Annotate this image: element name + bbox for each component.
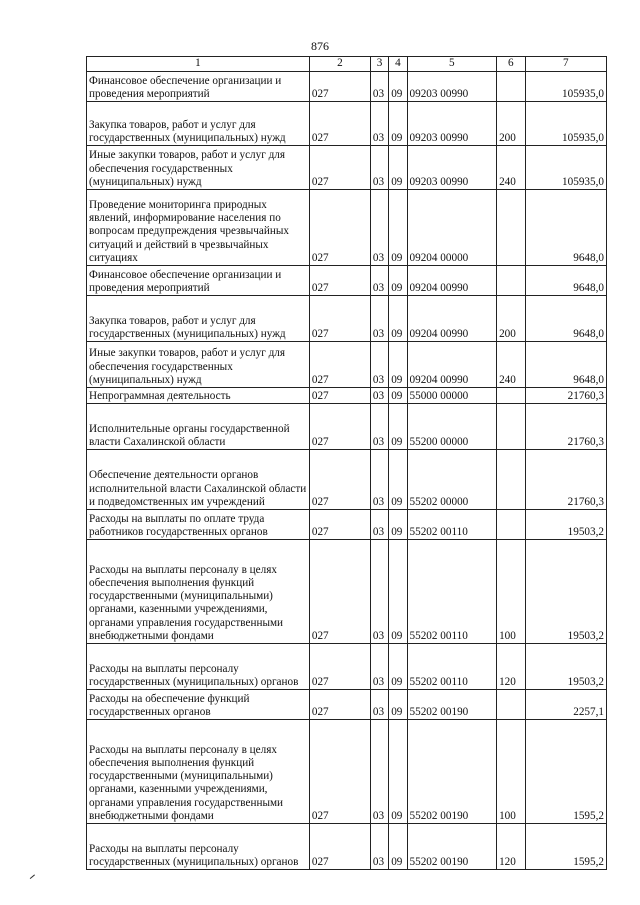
row-subsection: 09 xyxy=(389,510,407,540)
row-target-article: 09204 00990 xyxy=(407,266,497,296)
table-row xyxy=(87,388,607,404)
row-section: 03 xyxy=(370,266,388,296)
table-body xyxy=(87,72,607,870)
row-ministry-code: 027 xyxy=(309,720,370,824)
row-amount: 19503,2 xyxy=(525,540,606,644)
table-row xyxy=(87,720,607,824)
row-section: 03 xyxy=(370,342,388,388)
row-description: Закупка товаров, работ и услуг для государственных (муниципальных) нужд xyxy=(87,296,310,342)
row-amount: 105935,0 xyxy=(525,72,606,102)
row-section: 03 xyxy=(370,404,388,450)
row-amount: 9648,0 xyxy=(525,342,606,388)
row-target-article: 09204 00000 xyxy=(407,190,497,266)
column-header: 5 xyxy=(407,57,497,72)
row-expense-type xyxy=(497,510,525,540)
row-section: 03 xyxy=(370,72,388,102)
row-subsection: 09 xyxy=(389,342,407,388)
row-target-article: 09203 00990 xyxy=(407,72,497,102)
row-description: Исполнительные органы государственной власти Сахалинской области xyxy=(87,404,310,450)
row-section: 03 xyxy=(370,296,388,342)
row-section: 03 xyxy=(370,450,388,510)
row-expense-type: 120 xyxy=(497,644,525,690)
row-section: 03 xyxy=(370,190,388,266)
row-description: Обеспечение деятельности органов исполнительной власти Сахалинской области и подведомственных им учреждений xyxy=(87,450,310,510)
row-amount: 105935,0 xyxy=(525,102,606,146)
row-amount: 9648,0 xyxy=(525,296,606,342)
column-header: 1 xyxy=(87,57,310,72)
row-description: Расходы на выплаты по оплате труда работников государственных органов xyxy=(87,510,310,540)
row-subsection: 09 xyxy=(389,146,407,190)
row-amount: 19503,2 xyxy=(525,510,606,540)
row-ministry-code: 027 xyxy=(309,450,370,510)
column-header: 2 xyxy=(309,57,370,72)
row-target-article: 55202 00110 xyxy=(407,644,497,690)
table-row xyxy=(87,450,607,510)
row-subsection: 09 xyxy=(389,404,407,450)
row-expense-type xyxy=(497,450,525,510)
column-header: 7 xyxy=(525,57,606,72)
row-ministry-code: 027 xyxy=(309,510,370,540)
row-description: Закупка товаров, работ и услуг для государственных (муниципальных) нужд xyxy=(87,102,310,146)
row-target-article: 55202 00190 xyxy=(407,720,497,824)
row-expense-type: 240 xyxy=(497,342,525,388)
row-target-article: 55202 00190 xyxy=(407,824,497,870)
row-description: Расходы на выплаты персоналу государственных (муниципальных) органов xyxy=(87,824,310,870)
row-section: 03 xyxy=(370,824,388,870)
row-target-article: 09203 00990 xyxy=(407,146,497,190)
row-amount: 9648,0 xyxy=(525,190,606,266)
table-row xyxy=(87,72,607,102)
row-expense-type xyxy=(497,388,525,404)
row-target-article: 55202 00190 xyxy=(407,690,497,720)
row-subsection: 09 xyxy=(389,388,407,404)
row-target-article: 55202 00110 xyxy=(407,510,497,540)
row-subsection: 09 xyxy=(389,644,407,690)
row-subsection: 09 xyxy=(389,296,407,342)
row-expense-type xyxy=(497,404,525,450)
row-description: Расходы на выплаты персоналу в целях обеспечения выполнения функций государственными (муниципальными) органами, казенными учреждениями, органами управления государственными внебюджетными фондами xyxy=(87,540,310,644)
budget-table xyxy=(86,56,607,870)
row-target-article: 55000 00000 xyxy=(407,388,497,404)
row-amount: 21760,3 xyxy=(525,388,606,404)
row-section: 03 xyxy=(370,540,388,644)
margin-mark xyxy=(30,874,37,880)
page-number: 876 xyxy=(311,39,329,53)
row-ministry-code: 027 xyxy=(309,342,370,388)
row-description: Расходы на выплаты персоналу в целях обеспечения выполнения функций государственными (муниципальными) органами, казенными учреждениями, органами управления государственными внебюджетными фондами xyxy=(87,720,310,824)
row-expense-type xyxy=(497,190,525,266)
row-amount: 105935,0 xyxy=(525,146,606,190)
table-row xyxy=(87,296,607,342)
row-subsection: 09 xyxy=(389,102,407,146)
row-ministry-code: 027 xyxy=(309,644,370,690)
row-section: 03 xyxy=(370,102,388,146)
row-description: Расходы на обеспечение функций государственных органов xyxy=(87,690,310,720)
row-description: Иные закупки товаров, работ и услуг для обеспечения государственных (муниципальных) нужд xyxy=(87,146,310,190)
row-amount: 1595,2 xyxy=(525,720,606,824)
column-header: 3 xyxy=(370,57,388,72)
row-amount: 1595,2 xyxy=(525,824,606,870)
row-subsection: 09 xyxy=(389,690,407,720)
row-section: 03 xyxy=(370,388,388,404)
row-target-article: 09204 00990 xyxy=(407,342,497,388)
row-target-article: 09203 00990 xyxy=(407,102,497,146)
row-ministry-code: 027 xyxy=(309,72,370,102)
table-row xyxy=(87,824,607,870)
row-amount: 9648,0 xyxy=(525,266,606,296)
row-section: 03 xyxy=(370,644,388,690)
row-ministry-code: 027 xyxy=(309,266,370,296)
row-section: 03 xyxy=(370,146,388,190)
row-description: Финансовое обеспечение организации и проведения мероприятий xyxy=(87,72,310,102)
row-amount: 21760,3 xyxy=(525,450,606,510)
row-subsection: 09 xyxy=(389,266,407,296)
row-ministry-code: 027 xyxy=(309,102,370,146)
row-subsection: 09 xyxy=(389,540,407,644)
row-amount: 2257,1 xyxy=(525,690,606,720)
row-target-article: 55200 00000 xyxy=(407,404,497,450)
row-target-article: 55202 00000 xyxy=(407,450,497,510)
row-expense-type xyxy=(497,690,525,720)
table-row xyxy=(87,540,607,644)
row-expense-type: 100 xyxy=(497,540,525,644)
row-description: Финансовое обеспечение организации и проведения мероприятий xyxy=(87,266,310,296)
row-description: Иные закупки товаров, работ и услуг для обеспечения государственных (муниципальных) нужд xyxy=(87,342,310,388)
row-expense-type xyxy=(497,72,525,102)
table-row xyxy=(87,404,607,450)
table-row xyxy=(87,690,607,720)
row-expense-type: 200 xyxy=(497,102,525,146)
row-subsection: 09 xyxy=(389,720,407,824)
row-ministry-code: 027 xyxy=(309,190,370,266)
row-expense-type: 200 xyxy=(497,296,525,342)
table-row xyxy=(87,266,607,296)
table-header-row xyxy=(87,57,607,72)
row-ministry-code: 027 xyxy=(309,146,370,190)
row-section: 03 xyxy=(370,720,388,824)
row-expense-type xyxy=(497,266,525,296)
row-description: Непрограммная деятельность xyxy=(87,388,310,404)
column-header: 6 xyxy=(497,57,525,72)
row-section: 03 xyxy=(370,690,388,720)
row-section: 03 xyxy=(370,510,388,540)
row-ministry-code: 027 xyxy=(309,690,370,720)
row-target-article: 55202 00110 xyxy=(407,540,497,644)
table-row xyxy=(87,190,607,266)
row-amount: 21760,3 xyxy=(525,404,606,450)
row-subsection: 09 xyxy=(389,190,407,266)
table-row xyxy=(87,510,607,540)
table-row xyxy=(87,102,607,146)
row-subsection: 09 xyxy=(389,72,407,102)
table-row xyxy=(87,342,607,388)
row-description: Проведение мониторинга природных явлений, информирование населения по вопросам предупреждения чрезвычайных ситуаций и действий в чрезвычайных ситуациях xyxy=(87,190,310,266)
row-expense-type: 240 xyxy=(497,146,525,190)
row-subsection: 09 xyxy=(389,450,407,510)
row-ministry-code: 027 xyxy=(309,388,370,404)
table-row xyxy=(87,644,607,690)
row-subsection: 09 xyxy=(389,824,407,870)
table-row xyxy=(87,146,607,190)
row-description: Расходы на выплаты персоналу государственных (муниципальных) органов xyxy=(87,644,310,690)
row-ministry-code: 027 xyxy=(309,540,370,644)
row-ministry-code: 027 xyxy=(309,404,370,450)
column-header: 4 xyxy=(389,57,407,72)
row-expense-type: 120 xyxy=(497,824,525,870)
row-expense-type: 100 xyxy=(497,720,525,824)
row-ministry-code: 027 xyxy=(309,296,370,342)
row-amount: 19503,2 xyxy=(525,644,606,690)
row-target-article: 09204 00990 xyxy=(407,296,497,342)
row-ministry-code: 027 xyxy=(309,824,370,870)
